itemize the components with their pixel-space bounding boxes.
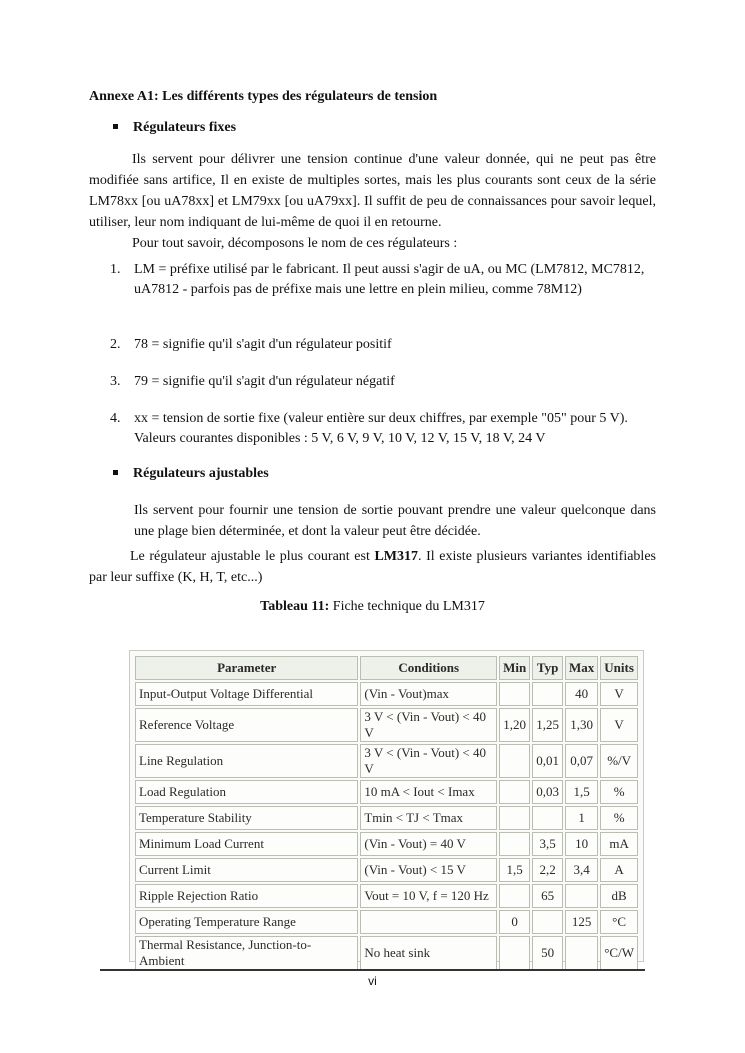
table-cell	[532, 806, 563, 830]
col-header: Units	[600, 656, 638, 680]
table-cell	[565, 936, 598, 970]
table-cell: 125	[565, 910, 598, 934]
table-row	[135, 858, 638, 882]
table-cell: Temperature Stability	[135, 806, 358, 830]
table-cell: %	[600, 780, 638, 804]
table-cell: Current Limit	[135, 858, 358, 882]
table-cell: A	[600, 858, 638, 882]
table-cell	[499, 832, 530, 856]
table-cell	[532, 682, 563, 706]
table-row	[135, 806, 638, 830]
table-cell	[499, 806, 530, 830]
table-cell: (Vin - Vout)max	[360, 682, 497, 706]
table-cell: No heat sink	[360, 936, 497, 970]
table-row	[135, 936, 638, 970]
table-cell: 65	[532, 884, 563, 908]
table-cell: Tmin < TJ < Tmax	[360, 806, 497, 830]
table-cell: 10 mA < Iout < Imax	[360, 780, 497, 804]
table-cell: %/V	[600, 744, 638, 778]
table-cell: 1	[565, 806, 598, 830]
table-row	[135, 682, 638, 706]
table-row	[135, 744, 638, 778]
lm317-paragraph: Le régulateur ajustable le plus courant est LM317. Il existe plusieurs variantes identifiables par leur suffixe (K, H, T, etc...)	[89, 549, 656, 585]
table-row	[135, 708, 638, 742]
table-cell	[499, 744, 530, 778]
lm317-spec-table	[129, 650, 644, 968]
table-cell	[532, 910, 563, 934]
table-cell: 3 V < (Vin - Vout) < 40 V	[360, 708, 497, 742]
table-row	[135, 780, 638, 804]
table-cell: 0,03	[532, 780, 563, 804]
table-cell: Thermal Resistance, Junction-to-Ambient	[135, 936, 358, 970]
table-cell: 40	[565, 682, 598, 706]
list-number: 3.	[110, 374, 121, 389]
table-cell	[499, 884, 530, 908]
table-cell	[499, 936, 530, 970]
table-cell	[565, 884, 598, 908]
table-cell: 1,30	[565, 708, 598, 742]
table-cell: Load Regulation	[135, 780, 358, 804]
table-header-row	[135, 656, 638, 680]
table-cell: Operating Temperature Range	[135, 910, 358, 934]
table-cell	[360, 910, 497, 934]
table-cell: °C	[600, 910, 638, 934]
table-cell: 3 V < (Vin - Vout) < 40 V	[360, 744, 497, 778]
table-cell: 1,25	[532, 708, 563, 742]
col-header: Parameter	[135, 656, 358, 680]
table-cell: 1,5	[565, 780, 598, 804]
list-text: 78 = signifie qu'il s'agit d'un régulateur positif	[134, 337, 392, 352]
table-cell: 3,5	[532, 832, 563, 856]
table-cell: 0	[499, 910, 530, 934]
table-row	[135, 884, 638, 908]
decompose-text: Pour tout savoir, décomposons le nom de ces régulateurs :	[132, 236, 458, 251]
list-text: 79 = signifie qu'il s'agit d'un régulateur négatif	[134, 374, 395, 389]
col-header: Min	[499, 656, 530, 680]
table-cell: Input-Output Voltage Differential	[135, 682, 358, 706]
table-cell: %	[600, 806, 638, 830]
list-text: LM = préfixe utilisé par le fabricant. Il peut aussi s'agir de uA, ou MC (LM7812, MC7812, uA7812 - parfois pas de préfixe mais une lettre en plein milieu, comme 78M12)	[134, 262, 645, 297]
table-cell: 10	[565, 832, 598, 856]
table-cell: V	[600, 708, 638, 742]
footer-rule	[100, 969, 645, 972]
bullet-square-icon	[113, 124, 118, 129]
table-cell: (Vin - Vout) < 15 V	[360, 858, 497, 882]
col-header: Conditions	[360, 656, 497, 680]
bullet-square-icon	[113, 470, 118, 475]
table-row	[135, 910, 638, 934]
col-header: Typ	[532, 656, 563, 680]
table-cell: Line Regulation	[135, 744, 358, 778]
section-adjustable-title: Régulateurs ajustables	[113, 466, 269, 482]
table-cell: 50	[532, 936, 563, 970]
table-cell: Ripple Rejection Ratio	[135, 884, 358, 908]
page-number: vi	[368, 974, 377, 988]
table-cell: Minimum Load Current	[135, 832, 358, 856]
table-cell: (Vin - Vout) = 40 V	[360, 832, 497, 856]
col-header: Max	[565, 656, 598, 680]
table-cell: Reference Voltage	[135, 708, 358, 742]
section-fixed-title: Régulateurs fixes	[113, 120, 236, 136]
list-number: 2.	[110, 337, 121, 352]
list-number: 4.	[110, 411, 121, 426]
table-cell: Vout = 10 V, f = 120 Hz	[360, 884, 497, 908]
table-cell: 1,5	[499, 858, 530, 882]
table-cell: 2,2	[532, 858, 563, 882]
table-cell: 0,07	[565, 744, 598, 778]
table-cell: mA	[600, 832, 638, 856]
table-cell: 0,01	[532, 744, 563, 778]
table-cell: 3,4	[565, 858, 598, 882]
table-cell	[499, 780, 530, 804]
table-cell: dB	[600, 884, 638, 908]
table-cell	[499, 682, 530, 706]
list-text: xx = tension de sortie fixe (valeur entière sur deux chiffres, par exemple "05" pour 5 V). Valeurs courantes disponibles : 5 V, 6 V, 9 V, 10 V, 12 V, 15 V, 18 V, 24 V	[134, 411, 628, 446]
list-number: 1.	[110, 262, 121, 277]
table-caption: Tableau 11: Fiche technique du LM317	[260, 599, 485, 614]
annex-heading: Annexe A1: Les différents types des régulateurs de tension	[89, 89, 438, 104]
table-row	[135, 832, 638, 856]
table-cell: V	[600, 682, 638, 706]
table-cell: 1,20	[499, 708, 530, 742]
adjustable-regulators-text: Ils servent pour fournir une tension de sortie pouvant prendre une valeur quelconque dans une plage bien déterminée, et dont la valeur peut être décidée.	[134, 503, 656, 539]
fixed-regulators-intro: Ils servent pour délivrer une tension continue d'une valeur donnée, qui ne peut pas être modifiée sans artifice, Il en existe de multiples sortes, mais les plus courants sont ceux de la série LM78xx [ou uA78xx] et LM79xx [ou uA79xx]. Il suffit de peu de connaissances pour savoir lequel, utiliser, leur nom indiquant de lui-même de quoi il en retourne.	[89, 152, 656, 230]
table-cell: °C/W	[600, 936, 638, 970]
